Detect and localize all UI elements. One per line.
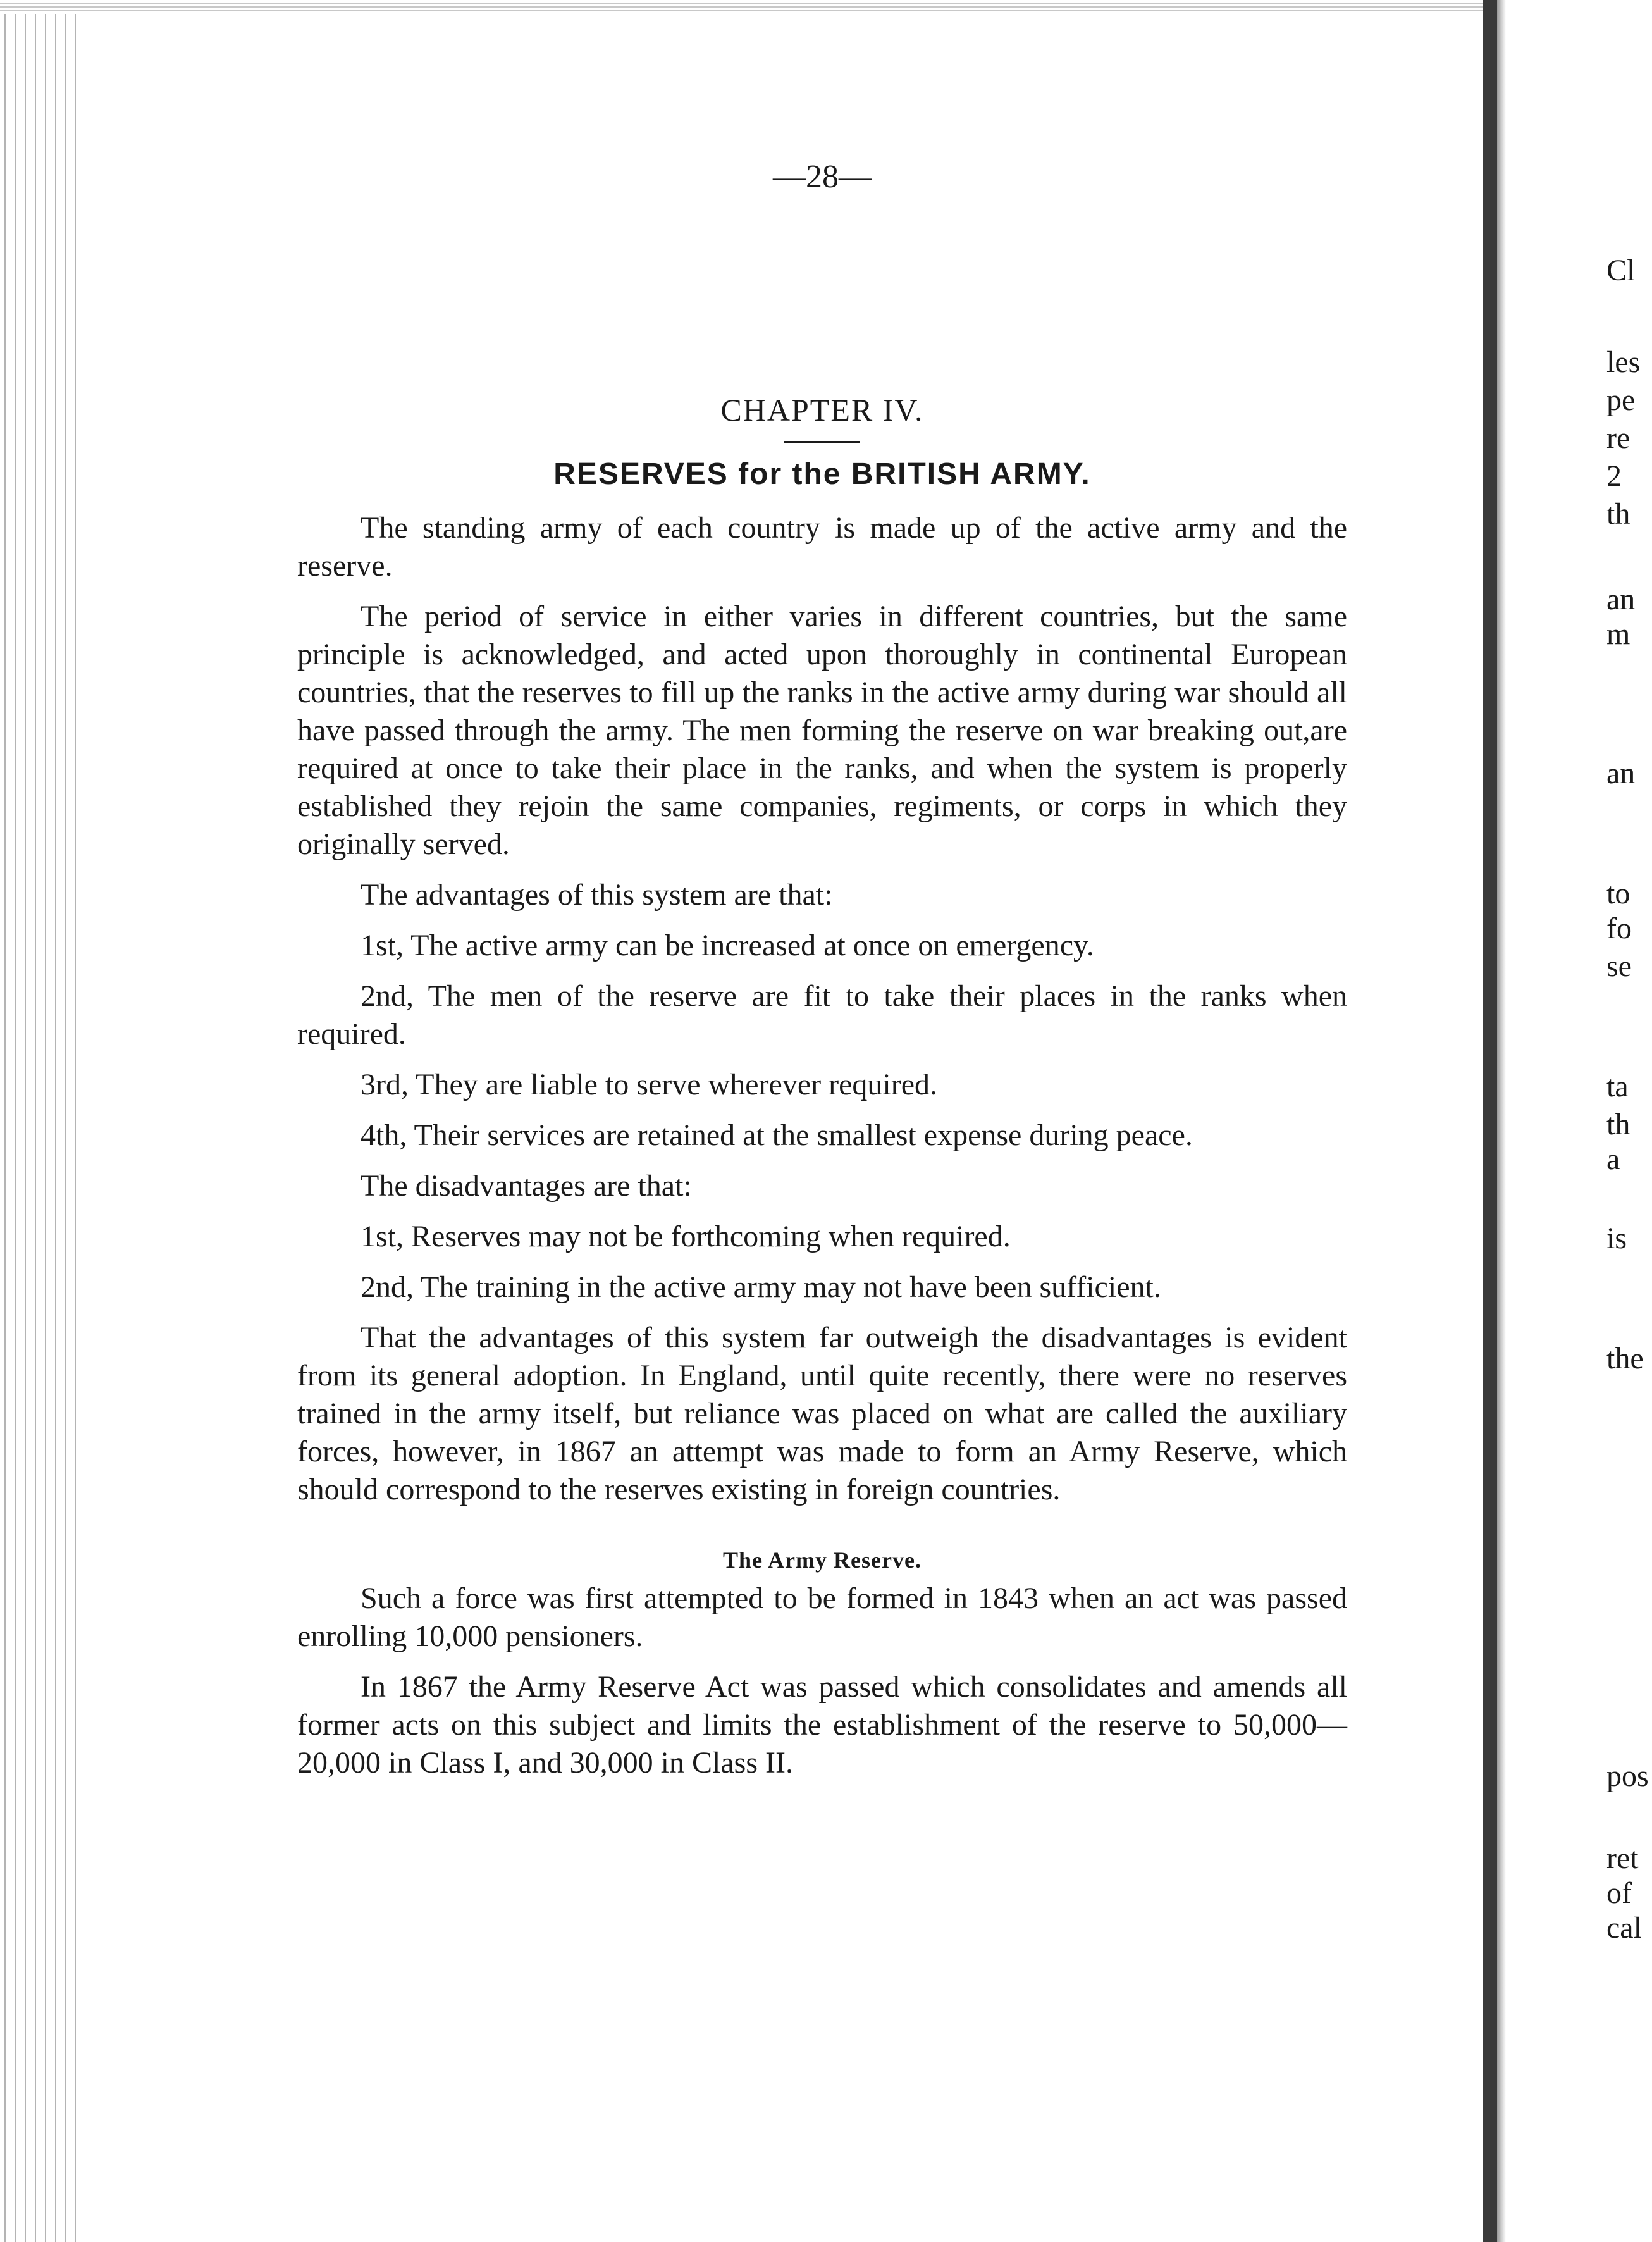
page-stack-top-edges	[0, 0, 1499, 14]
left-page	[297, 158, 1347, 1795]
facing-fragment: ret	[1606, 1842, 1639, 1875]
facing-fragment: an	[1606, 757, 1636, 790]
facing-fragment: les	[1606, 345, 1641, 379]
page-number: —28—	[773, 159, 872, 195]
facing-page-margin	[1606, 0, 1652, 2242]
paragraph-standing-army: The standing army of each country is made up of the active army and the reserve.	[297, 511, 1347, 583]
list-item-disadvantage-1: 1st, Reserves may not be forthcoming when required.	[361, 1220, 1011, 1253]
facing-fragment: to	[1606, 877, 1630, 910]
facing-fragment: m	[1606, 617, 1630, 651]
facing-fragment: a	[1606, 1143, 1620, 1176]
facing-fragment: re	[1606, 421, 1630, 455]
chapter-title: CHAPTER IV.	[720, 392, 924, 428]
facing-fragment: the	[1606, 1342, 1644, 1375]
facing-fragment: an	[1606, 583, 1636, 616]
chapter-heading: RESERVES for the BRITISH ARMY.	[553, 457, 1091, 491]
facing-fragment: ta	[1606, 1070, 1629, 1103]
facing-fragment: th	[1606, 497, 1630, 531]
paragraph-advantages-intro: The advantages of this system are that:	[361, 878, 833, 912]
paragraph-disadvantages-intro: The disadvantages are that:	[361, 1169, 692, 1203]
paragraph-advantages-outweigh: That the advantages of this system far outweigh the disadvantages is evident from its general adoption. In England, until quite recently, there were no reserves trained in the army itself, but reliance was placed on what are called the auxiliary forces, however, in 1867 an attempt was made to form an Army Reserve, which should correspond to the reserves existing in foreign countries.	[297, 1321, 1347, 1506]
list-item-advantage-4: 4th, Their services are retained at the smallest expense during peace.	[361, 1118, 1193, 1152]
facing-fragment: 2	[1606, 459, 1622, 493]
paragraph-1867-act: In 1867 the Army Reserve Act was passed which consolidates and amends all former acts on this subject and limits the establishment of the reserve to 50,000—20,000 in Class I, and 30,000 in Class II.	[297, 1670, 1347, 1780]
facing-fragment: th	[1606, 1108, 1630, 1141]
facing-fragment: of	[1606, 1876, 1632, 1910]
chapter-rule	[784, 441, 860, 443]
facing-fragment: Cl	[1606, 254, 1636, 287]
facing-fragment: fo	[1606, 912, 1632, 945]
book-gutter	[1483, 0, 1497, 2242]
list-item-disadvantage-2: 2nd, The training in the active army may not have been sufficient.	[361, 1270, 1161, 1304]
page-stack-edges	[0, 0, 76, 2242]
gutter-shadow	[1497, 0, 1506, 2242]
facing-fragment: cal	[1606, 1911, 1642, 1945]
facing-fragment: is	[1606, 1222, 1627, 1255]
facing-fragment: pos	[1606, 1759, 1649, 1793]
list-item-advantage-2: 2nd, The men of the reserve are fit to take their places in the ranks when required.	[297, 979, 1347, 1051]
list-item-advantage-1: 1st, The active army can be increased at once on emergency.	[361, 929, 1094, 962]
facing-fragment: se	[1606, 950, 1632, 983]
subheading-army-reserve: The Army Reserve.	[723, 1547, 922, 1573]
list-item-advantage-3: 3rd, They are liable to serve wherever required.	[361, 1068, 938, 1101]
paragraph-period-of-service: The period of service in either varies in different countries, but the same principle is acknowledged, and acted upon thoroughly in continental European countries, that the reserves to fill up the ranks in the active army during war should all have passed through the army. The men forming the reserve on war breaking out,are required at once to take their place in the ranks, and when the system is properly established they rejoin the same companies, regiments, or corps in which they originally served.	[297, 600, 1347, 861]
paragraph-1843-act: Such a force was first attempted to be formed in 1843 when an act was passed enrolling 10,000 pensioners.	[297, 1582, 1347, 1653]
facing-fragment: pe	[1606, 383, 1636, 417]
